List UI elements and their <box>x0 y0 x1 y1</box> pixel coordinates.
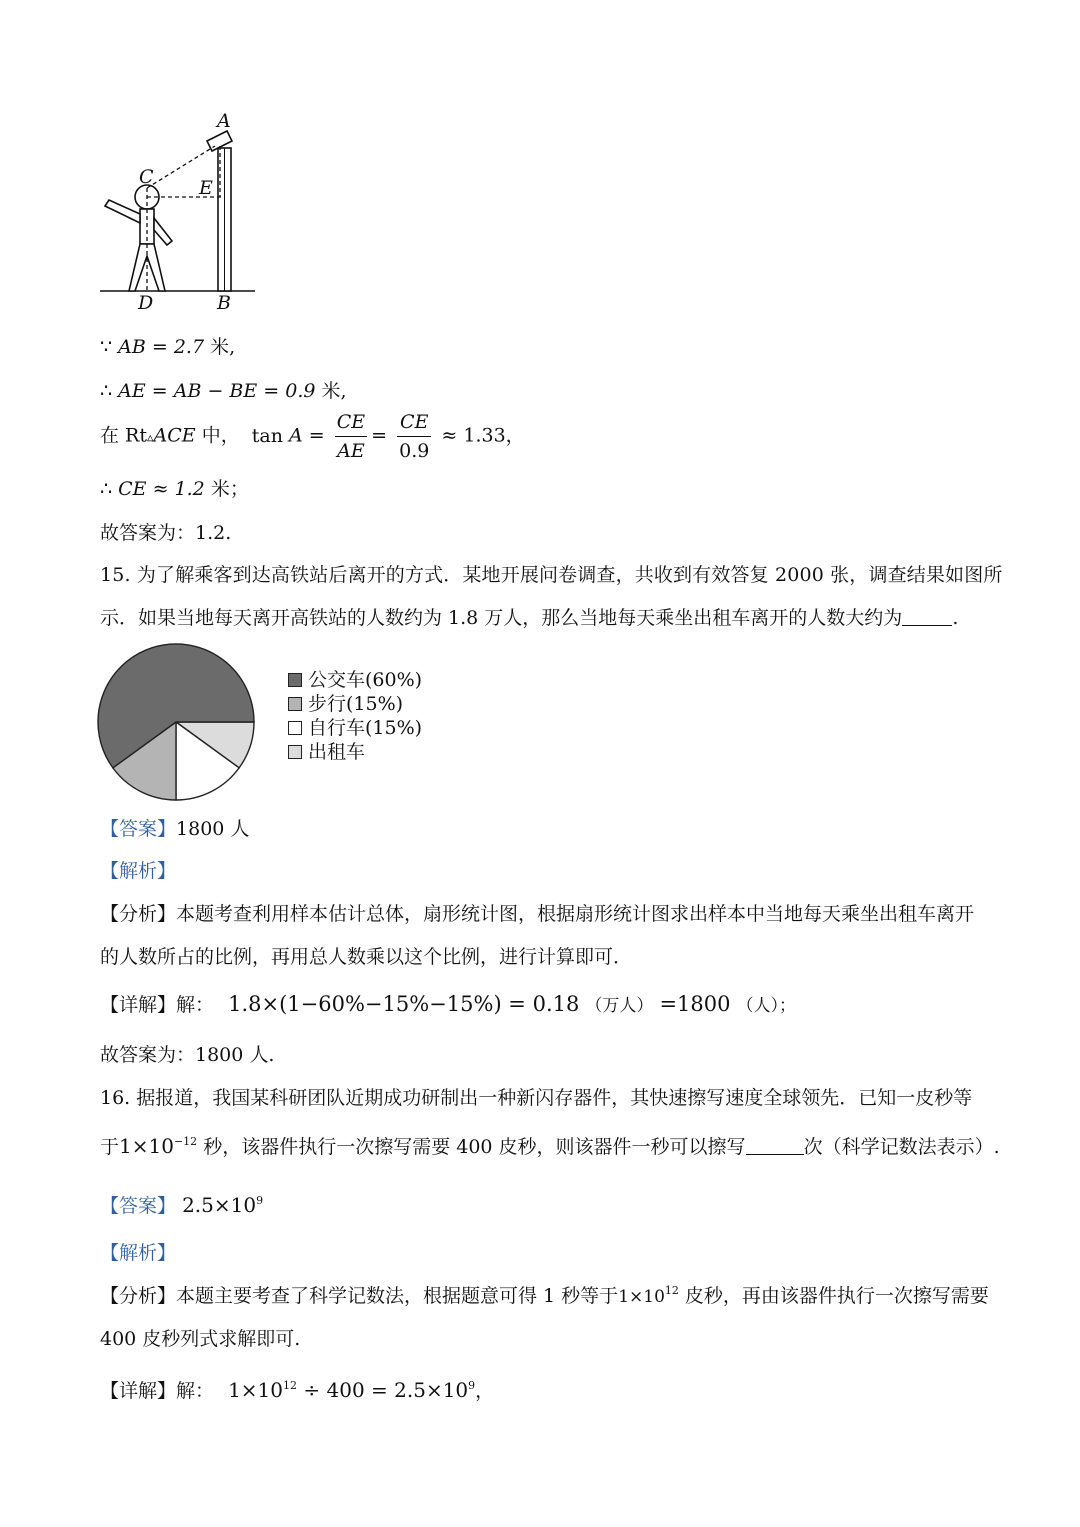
q14-line-1 <box>100 334 235 360</box>
q15-answer <box>100 816 249 842</box>
q15-question-line-2 <box>100 605 958 631</box>
detail-tag: 【详解】 <box>100 994 177 1016</box>
label-D: D <box>138 292 154 313</box>
detail-exponent: 9 <box>468 1379 476 1392</box>
therefore-symbol: ∴ <box>100 380 113 402</box>
legend-swatch-walk <box>288 697 302 711</box>
fenxi-text: 皮秒，再由该器件执行一次擦写需要 <box>678 1285 989 1307</box>
middle-text: 中， <box>201 424 240 447</box>
sci-exponent: −12 <box>173 1135 198 1148</box>
person-right-arm <box>154 218 172 245</box>
legend-label: 步行(15%) <box>308 693 404 715</box>
q15-fenxi-line-2: 的人数所占的比例，再用总人数乘以这个比例，进行计算即可． <box>100 946 633 968</box>
fenxi-tag: 【分析】 <box>100 903 177 925</box>
q15-fenxi-line-1 <box>100 901 974 927</box>
legend-item-bus <box>288 668 422 692</box>
q15-question-line-1: 15. 为了解乘客到达高铁站后离开的方式．某地开展问卷调查，共收到有效答复 2000 张，调查结果如图所 <box>100 564 1003 586</box>
legend-swatch-bus <box>288 673 302 687</box>
q15-final: 故答案为：1800 人. <box>100 1044 275 1066</box>
answer-tag: 【答案】 <box>100 818 177 840</box>
unit-text: （人）； <box>736 996 797 1016</box>
question-text: 示．如果当地每天离开高铁站的人数约为 1.8 万人，那么当地每天乘坐出租车离开的人数大约为 <box>100 607 903 629</box>
label-A: A <box>217 110 231 132</box>
unit-text: 米； <box>210 478 249 500</box>
answer-blank <box>746 1136 804 1155</box>
answer-base: 2.5×10 <box>182 1193 257 1217</box>
fraction-numerator: CE <box>397 410 431 437</box>
question-text: 次（科学记数法表示）. <box>803 1136 1000 1158</box>
detail-prefix: 解： <box>176 994 215 1016</box>
period: . <box>952 607 959 629</box>
fenxi-text: 本题主要考查了科学记数法，根据题意可得 1 秒等于 <box>176 1285 619 1307</box>
because-symbol: ∵ <box>100 336 113 358</box>
fraction-ce-ae <box>335 410 367 463</box>
sci-base: 1×10 <box>119 1134 174 1158</box>
q14-line-2 <box>100 378 347 404</box>
q16-fenxi-line-1 <box>100 1283 989 1310</box>
legend-label: 自行车(15%) <box>308 717 423 739</box>
question-text: 于 <box>100 1136 120 1158</box>
answer-tag: 【答案】 <box>100 1195 177 1217</box>
fraction-ce-09 <box>397 410 431 463</box>
q14-line-4 <box>100 476 249 502</box>
triangle-symbol: ▵ <box>146 430 154 446</box>
detail-base: 1×10 <box>228 1378 284 1402</box>
legend-item-bike <box>288 716 422 740</box>
unit-text: （万人） <box>585 996 654 1016</box>
q16-question-line-1: 16. 据报道，我国某科研团队近期成功研制出一种新闪存器件，其快速擦写速度全球领先．已知一皮秒等 <box>100 1087 973 1109</box>
q16-fenxi-line-2: 400 皮秒列式求解即可. <box>100 1328 301 1350</box>
question-text: 秒，该器件执行一次擦写需要 400 皮秒，则该器件一秒可以擦写 <box>197 1136 746 1158</box>
q15-analysis-tag: 【解析】 <box>100 860 177 882</box>
sci-exponent: 12 <box>664 1284 679 1297</box>
detail-tag: 【详解】 <box>100 1380 177 1402</box>
approx-value: ≈ 1.33， <box>441 424 525 447</box>
q16-answer <box>100 1192 263 1219</box>
answer-exponent: 9 <box>256 1194 264 1207</box>
therefore-symbol: ∴ <box>100 478 113 500</box>
q14-answer: 故答案为：1.2. <box>100 522 232 544</box>
legend-swatch-taxi <box>288 745 302 759</box>
label-C: C <box>139 166 154 188</box>
answer-value: 1800 人 <box>176 818 250 840</box>
unit-text: 米, <box>321 380 347 402</box>
legend-label: 出租车 <box>308 741 366 763</box>
detail-prefix: 解： <box>176 1380 215 1402</box>
legend-item-taxi <box>288 740 365 764</box>
q14-line-3: 在 Rt▵ACE 中， tan A = $\frac{CE}{AE}$ = $\frac{CE}{0.9}$ ≈ 1.33， <box>100 411 525 462</box>
legend-swatch-bike <box>288 721 302 735</box>
fraction-numerator: CE <box>335 410 367 437</box>
detail-tail: ， <box>475 1380 495 1402</box>
q15-detail <box>100 991 796 1019</box>
angle-a: A <box>289 424 303 447</box>
triangle-name: ACE <box>153 424 196 447</box>
pie-chart <box>96 640 264 808</box>
tan-text: tan <box>251 424 283 447</box>
q16-analysis-tag: 【解析】 <box>100 1242 177 1264</box>
legend-label: 公交车(60%) <box>308 669 423 691</box>
person-left-arm <box>105 200 140 223</box>
detail-equation: ÷ 400 = 2.5×10 <box>297 1378 469 1402</box>
detail-equation: 1.8×(1−60%−15%−15%) = 0.18 <box>228 992 580 1016</box>
detail-result: =1800 <box>659 992 731 1016</box>
equation-ae: AE = AB − BE = 0.9 <box>118 380 316 402</box>
label-B: B <box>217 292 231 313</box>
legend-item-walk <box>288 692 403 716</box>
q16-question-line-2 <box>100 1133 1000 1160</box>
unit-text: 米, <box>210 336 236 358</box>
equation-ce: CE ≈ 1.2 <box>118 478 205 500</box>
sci-base: 1×10 <box>618 1287 665 1307</box>
detail-exponent: 12 <box>283 1379 298 1392</box>
in-text: 在 Rt <box>100 424 147 447</box>
answer-blank <box>902 607 952 626</box>
q16-detail <box>100 1377 494 1404</box>
fenxi-tag: 【分析】 <box>100 1285 177 1307</box>
label-E: E <box>199 177 213 199</box>
geometry-figure <box>95 108 275 313</box>
fraction-denominator: 0.9 <box>399 440 430 462</box>
fenxi-text: 本题考查利用样本估计总体，扇形统计图，根据扇形统计图求出样本中当地每天乘坐出租车离开 <box>176 903 975 925</box>
equation-ab: AB = 2.7 <box>118 336 205 358</box>
fraction-denominator: AE <box>337 440 365 462</box>
